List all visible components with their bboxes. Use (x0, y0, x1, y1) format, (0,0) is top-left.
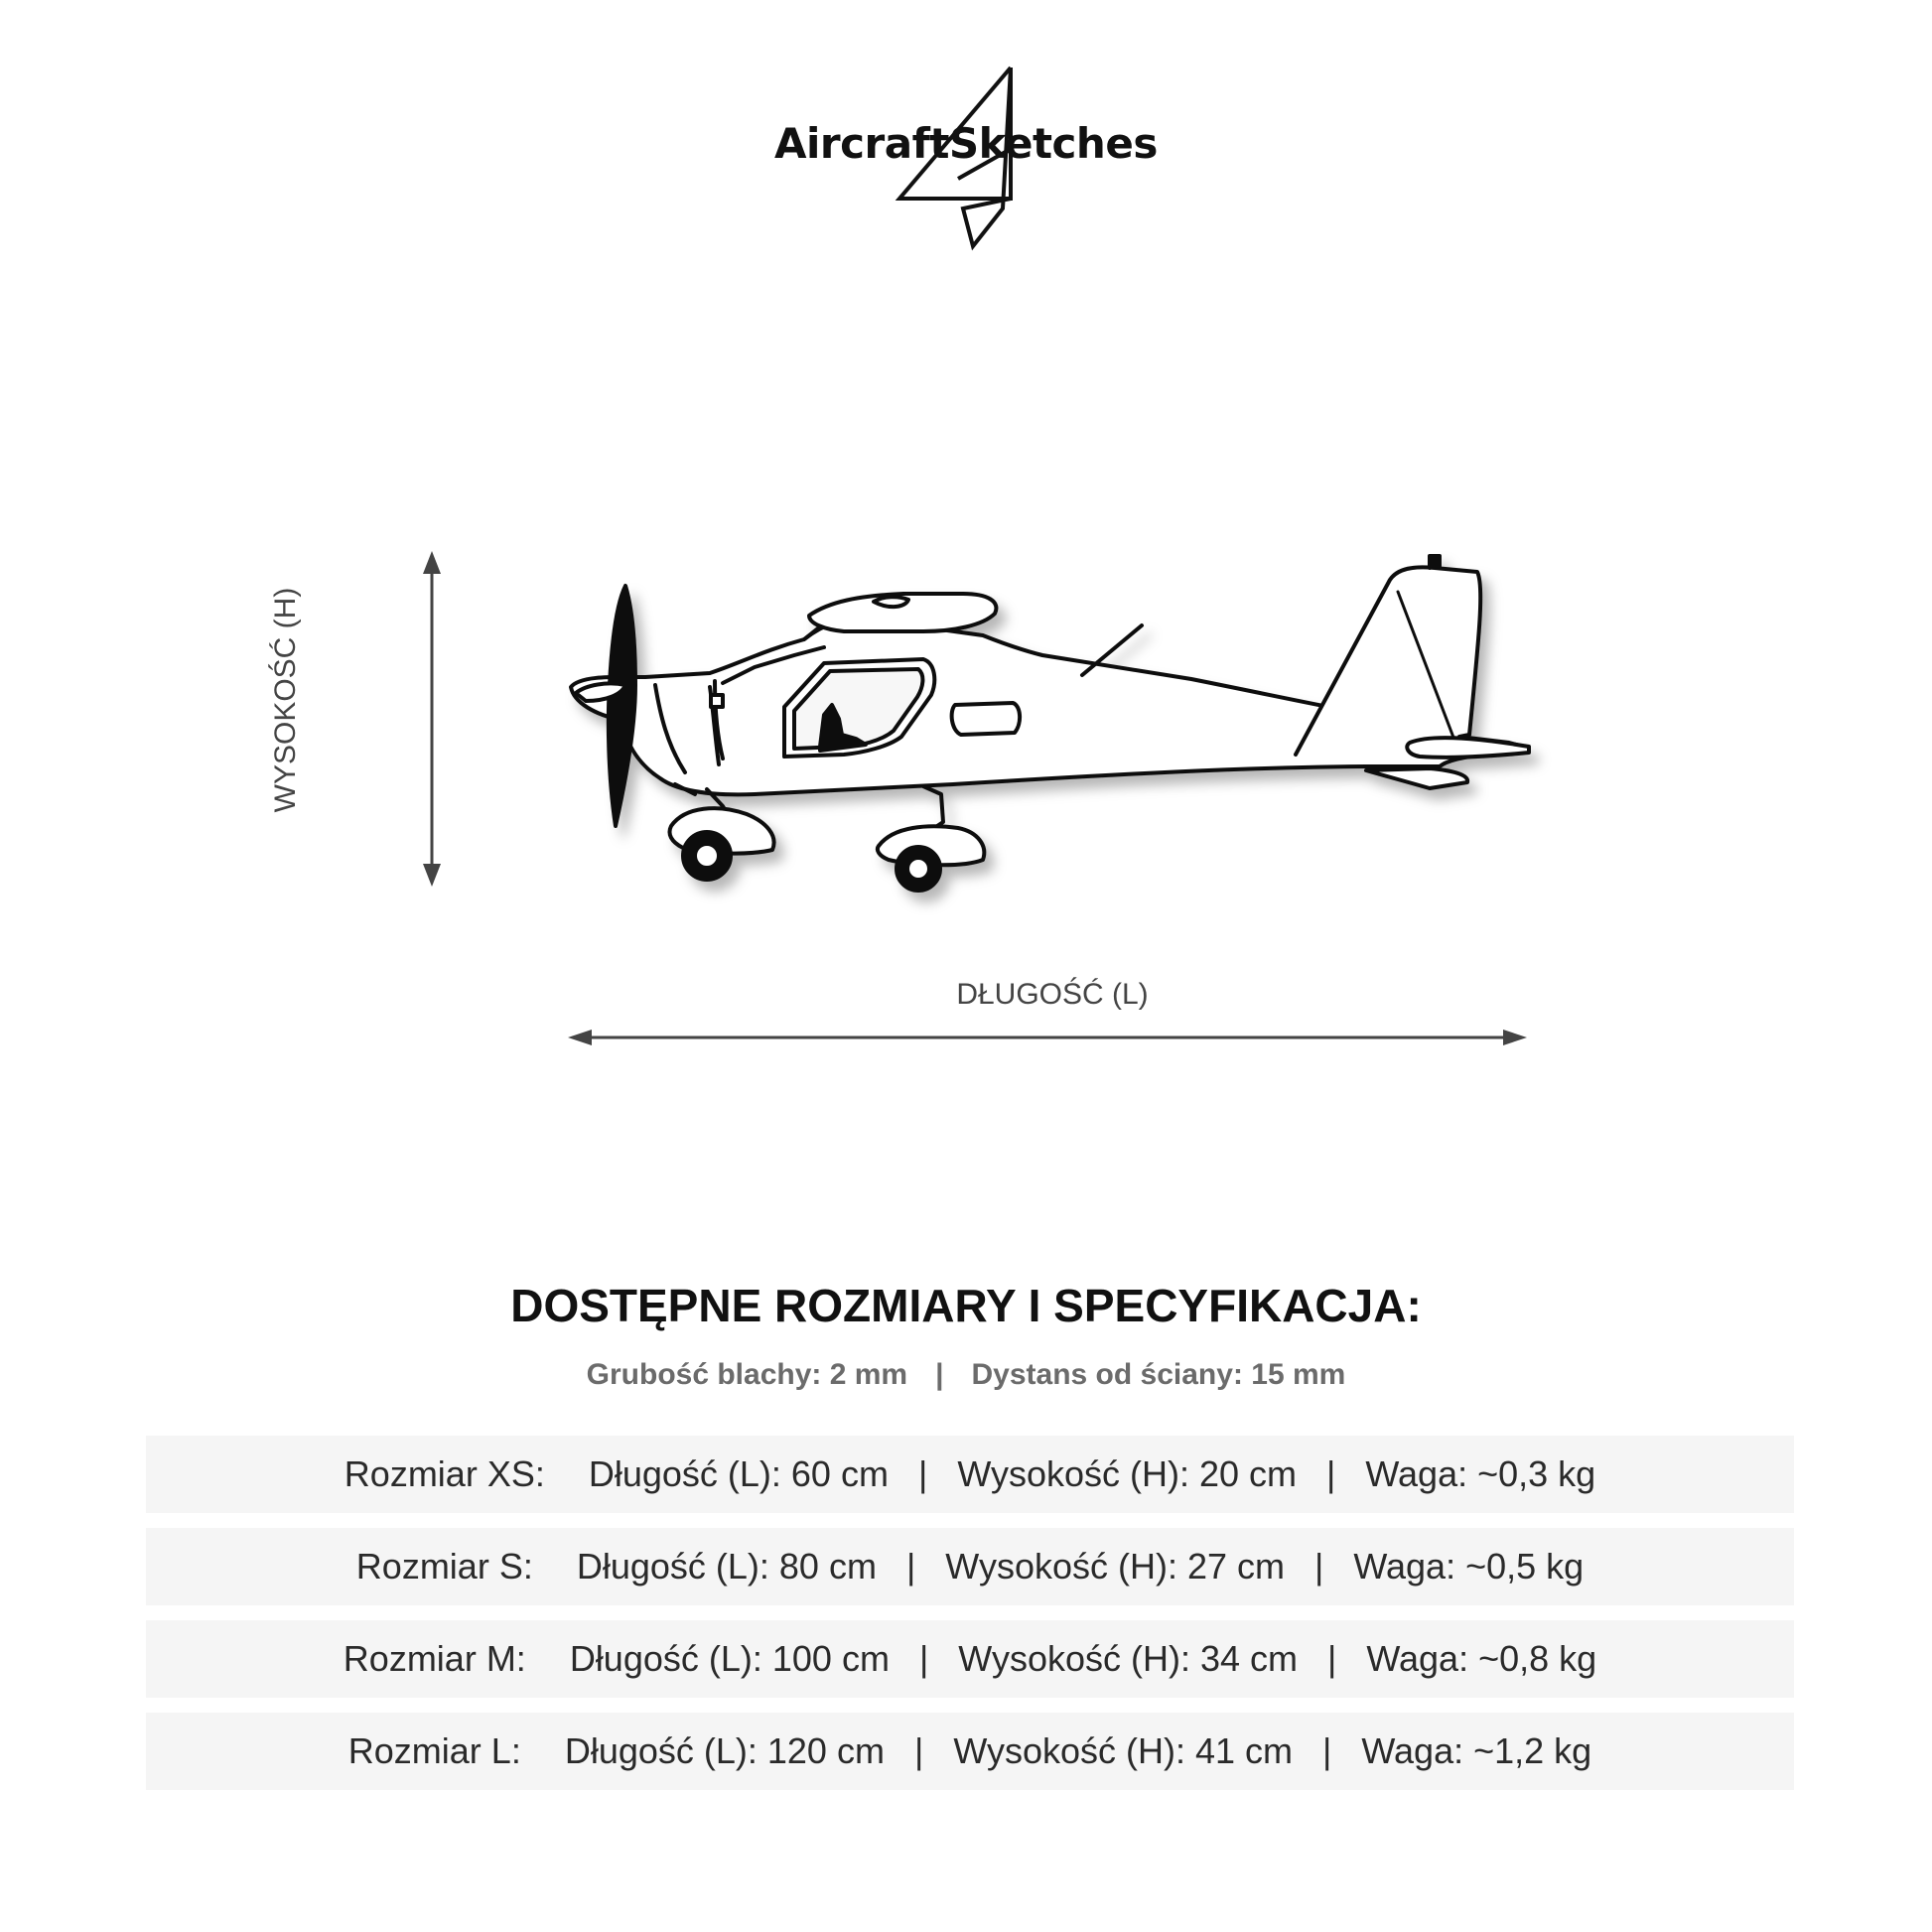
size-length: Długość (L): 80 cm (576, 1546, 877, 1587)
separator: | (1322, 1730, 1332, 1771)
size-length: Długość (L): 120 cm (564, 1730, 885, 1771)
height-arrow (423, 551, 441, 887)
separator: | (1326, 1453, 1336, 1494)
logo-text: AircraftSketches (774, 119, 1158, 168)
size-name: Rozmiar XS: (344, 1453, 545, 1494)
size-row-l (146, 1713, 1794, 1790)
size-height: Wysokość (H): 20 cm (957, 1453, 1298, 1494)
size-height: Wysokość (H): 34 cm (958, 1638, 1299, 1679)
separator: | (935, 1358, 944, 1391)
separator: | (917, 1453, 928, 1494)
length-dimension-label: DŁUGOŚĆ (L) (956, 978, 1149, 1011)
size-name: Rozmiar L: (347, 1730, 521, 1771)
size-length: Długość (L): 60 cm (588, 1453, 889, 1494)
separator: | (1314, 1546, 1324, 1587)
wall-distance: Dystans od ściany: 15 mm (971, 1358, 1346, 1391)
sheet-thickness: Grubość blachy: 2 mm (586, 1358, 908, 1391)
size-weight: Waga: ~0,5 kg (1353, 1546, 1585, 1587)
aircraft-silhouette (571, 556, 1529, 891)
size-weight: Waga: ~1,2 kg (1361, 1730, 1592, 1771)
size-row-xs (146, 1436, 1794, 1513)
height-dimension-label: WYSOKOŚĆ (H) (269, 587, 302, 813)
size-weight: Waga: ~0,8 kg (1366, 1638, 1597, 1679)
separator: | (918, 1638, 929, 1679)
size-height: Wysokość (H): 41 cm (953, 1730, 1294, 1771)
size-length: Długość (L): 100 cm (569, 1638, 890, 1679)
size-row-s (146, 1528, 1794, 1605)
separator: | (1327, 1638, 1337, 1679)
size-weight: Waga: ~0,3 kg (1365, 1453, 1596, 1494)
specs-title: DOSTĘPNE ROZMIARY I SPECYFIKACJA: (510, 1280, 1422, 1331)
size-name: Rozmiar S: (355, 1546, 533, 1587)
size-list (146, 1436, 1794, 1805)
specs-subtitle (0, 1358, 1932, 1392)
size-row-m (146, 1620, 1794, 1698)
separator: | (913, 1730, 924, 1771)
size-height: Wysokość (H): 27 cm (945, 1546, 1286, 1587)
separator: | (905, 1546, 916, 1587)
length-arrow (568, 1030, 1527, 1045)
size-name: Rozmiar M: (343, 1638, 526, 1679)
